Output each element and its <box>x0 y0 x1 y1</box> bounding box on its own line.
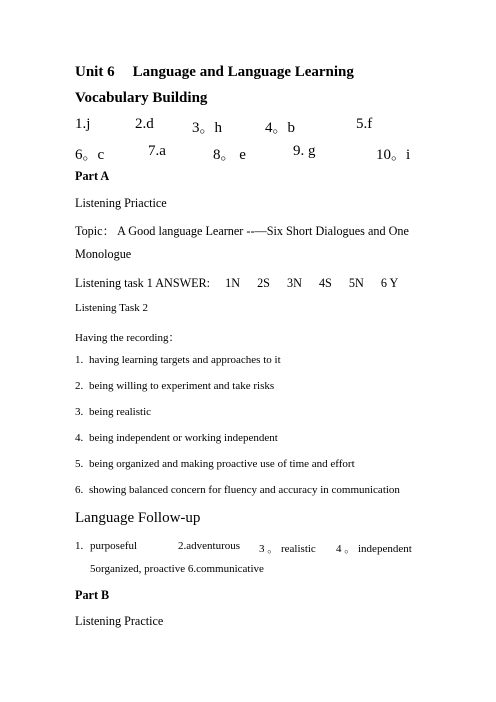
vocab-answer: 8。 e <box>213 147 246 163</box>
vocab-answer: 5.f <box>356 116 373 132</box>
follow-up-number: 1. <box>75 540 84 552</box>
list-item-number: 1. <box>75 354 84 366</box>
list-item <box>75 354 281 366</box>
vocabulary-heading: Vocabulary Building <box>75 90 208 106</box>
listening-task-1 <box>75 276 398 291</box>
follow-up-word: 3 。 realistic <box>259 543 316 555</box>
vocab-answer: 10。i <box>376 147 411 163</box>
vocab-answer: 7.a <box>148 143 166 159</box>
vocab-answer: 1.j <box>75 116 91 132</box>
vocab-answer: 9. g <box>293 143 316 159</box>
language-follow-up-heading: Language Follow-up <box>75 510 201 526</box>
task-1-answer: 6 Y <box>380 276 399 290</box>
list-item-text: being willing to experiment and take risks <box>89 380 275 392</box>
list-item-text: being independent or working independent <box>89 432 278 444</box>
follow-up-word: 2.adventurous <box>178 540 241 552</box>
task-1-label: Listening task 1 ANSWER: <box>75 276 211 290</box>
list-item-text: being realistic <box>89 406 152 418</box>
list-item <box>75 432 278 444</box>
unit-topic: Language and Language Learning <box>132 64 354 80</box>
task-1-answer: 4S <box>318 276 332 290</box>
list-item-number: 2. <box>75 380 84 392</box>
unit-label: Unit 6 <box>75 64 115 80</box>
list-item-number: 5. <box>75 458 84 470</box>
list-item <box>75 484 400 496</box>
vocab-answer: 2.d <box>135 116 154 132</box>
vocab-answer: 3。h <box>192 120 223 136</box>
part-a-listening-practice: Listening Priactice <box>75 196 167 210</box>
unit-title <box>75 64 354 81</box>
topic-line-2: Monologue <box>75 247 132 261</box>
vocab-answer: 4。b <box>265 120 296 136</box>
part-b-listening-practice: Listening Practice <box>75 614 164 628</box>
list-item-number: 6. <box>75 484 84 496</box>
part-a-heading: Part A <box>75 169 110 183</box>
list-item-text: having learning targets and approaches to it <box>89 354 281 366</box>
task-1-answer: 1N <box>225 276 241 290</box>
list-item-number: 4. <box>75 432 84 444</box>
follow-up-word: 4 。 independent <box>336 543 412 555</box>
list-item <box>75 406 151 418</box>
topic-line-1: Topic： A Good language Learner --—Six Short Dialogues and One <box>75 224 409 238</box>
follow-up-word: purposeful <box>90 540 138 552</box>
having-recording: Having the recording： <box>75 332 180 344</box>
vocab-answer: 6。c <box>75 147 105 163</box>
part-b-heading: Part B <box>75 588 110 602</box>
list-item <box>75 380 274 392</box>
task-1-answer: 3N <box>287 276 302 290</box>
follow-up-line-2: 5organized, proactive 6.communicative <box>90 563 264 575</box>
list-item-number: 3. <box>75 406 84 418</box>
task-1-answer: 2S <box>257 276 270 290</box>
listening-task-2-label: Listening Task 2 <box>75 302 148 314</box>
list-item-text: showing balanced concern for fluency and accuracy in communication <box>89 484 400 496</box>
list-item-text: being organized and making proactive use of time and effort <box>89 458 355 470</box>
task-1-answer: 5N <box>348 276 364 290</box>
list-item <box>75 458 355 470</box>
